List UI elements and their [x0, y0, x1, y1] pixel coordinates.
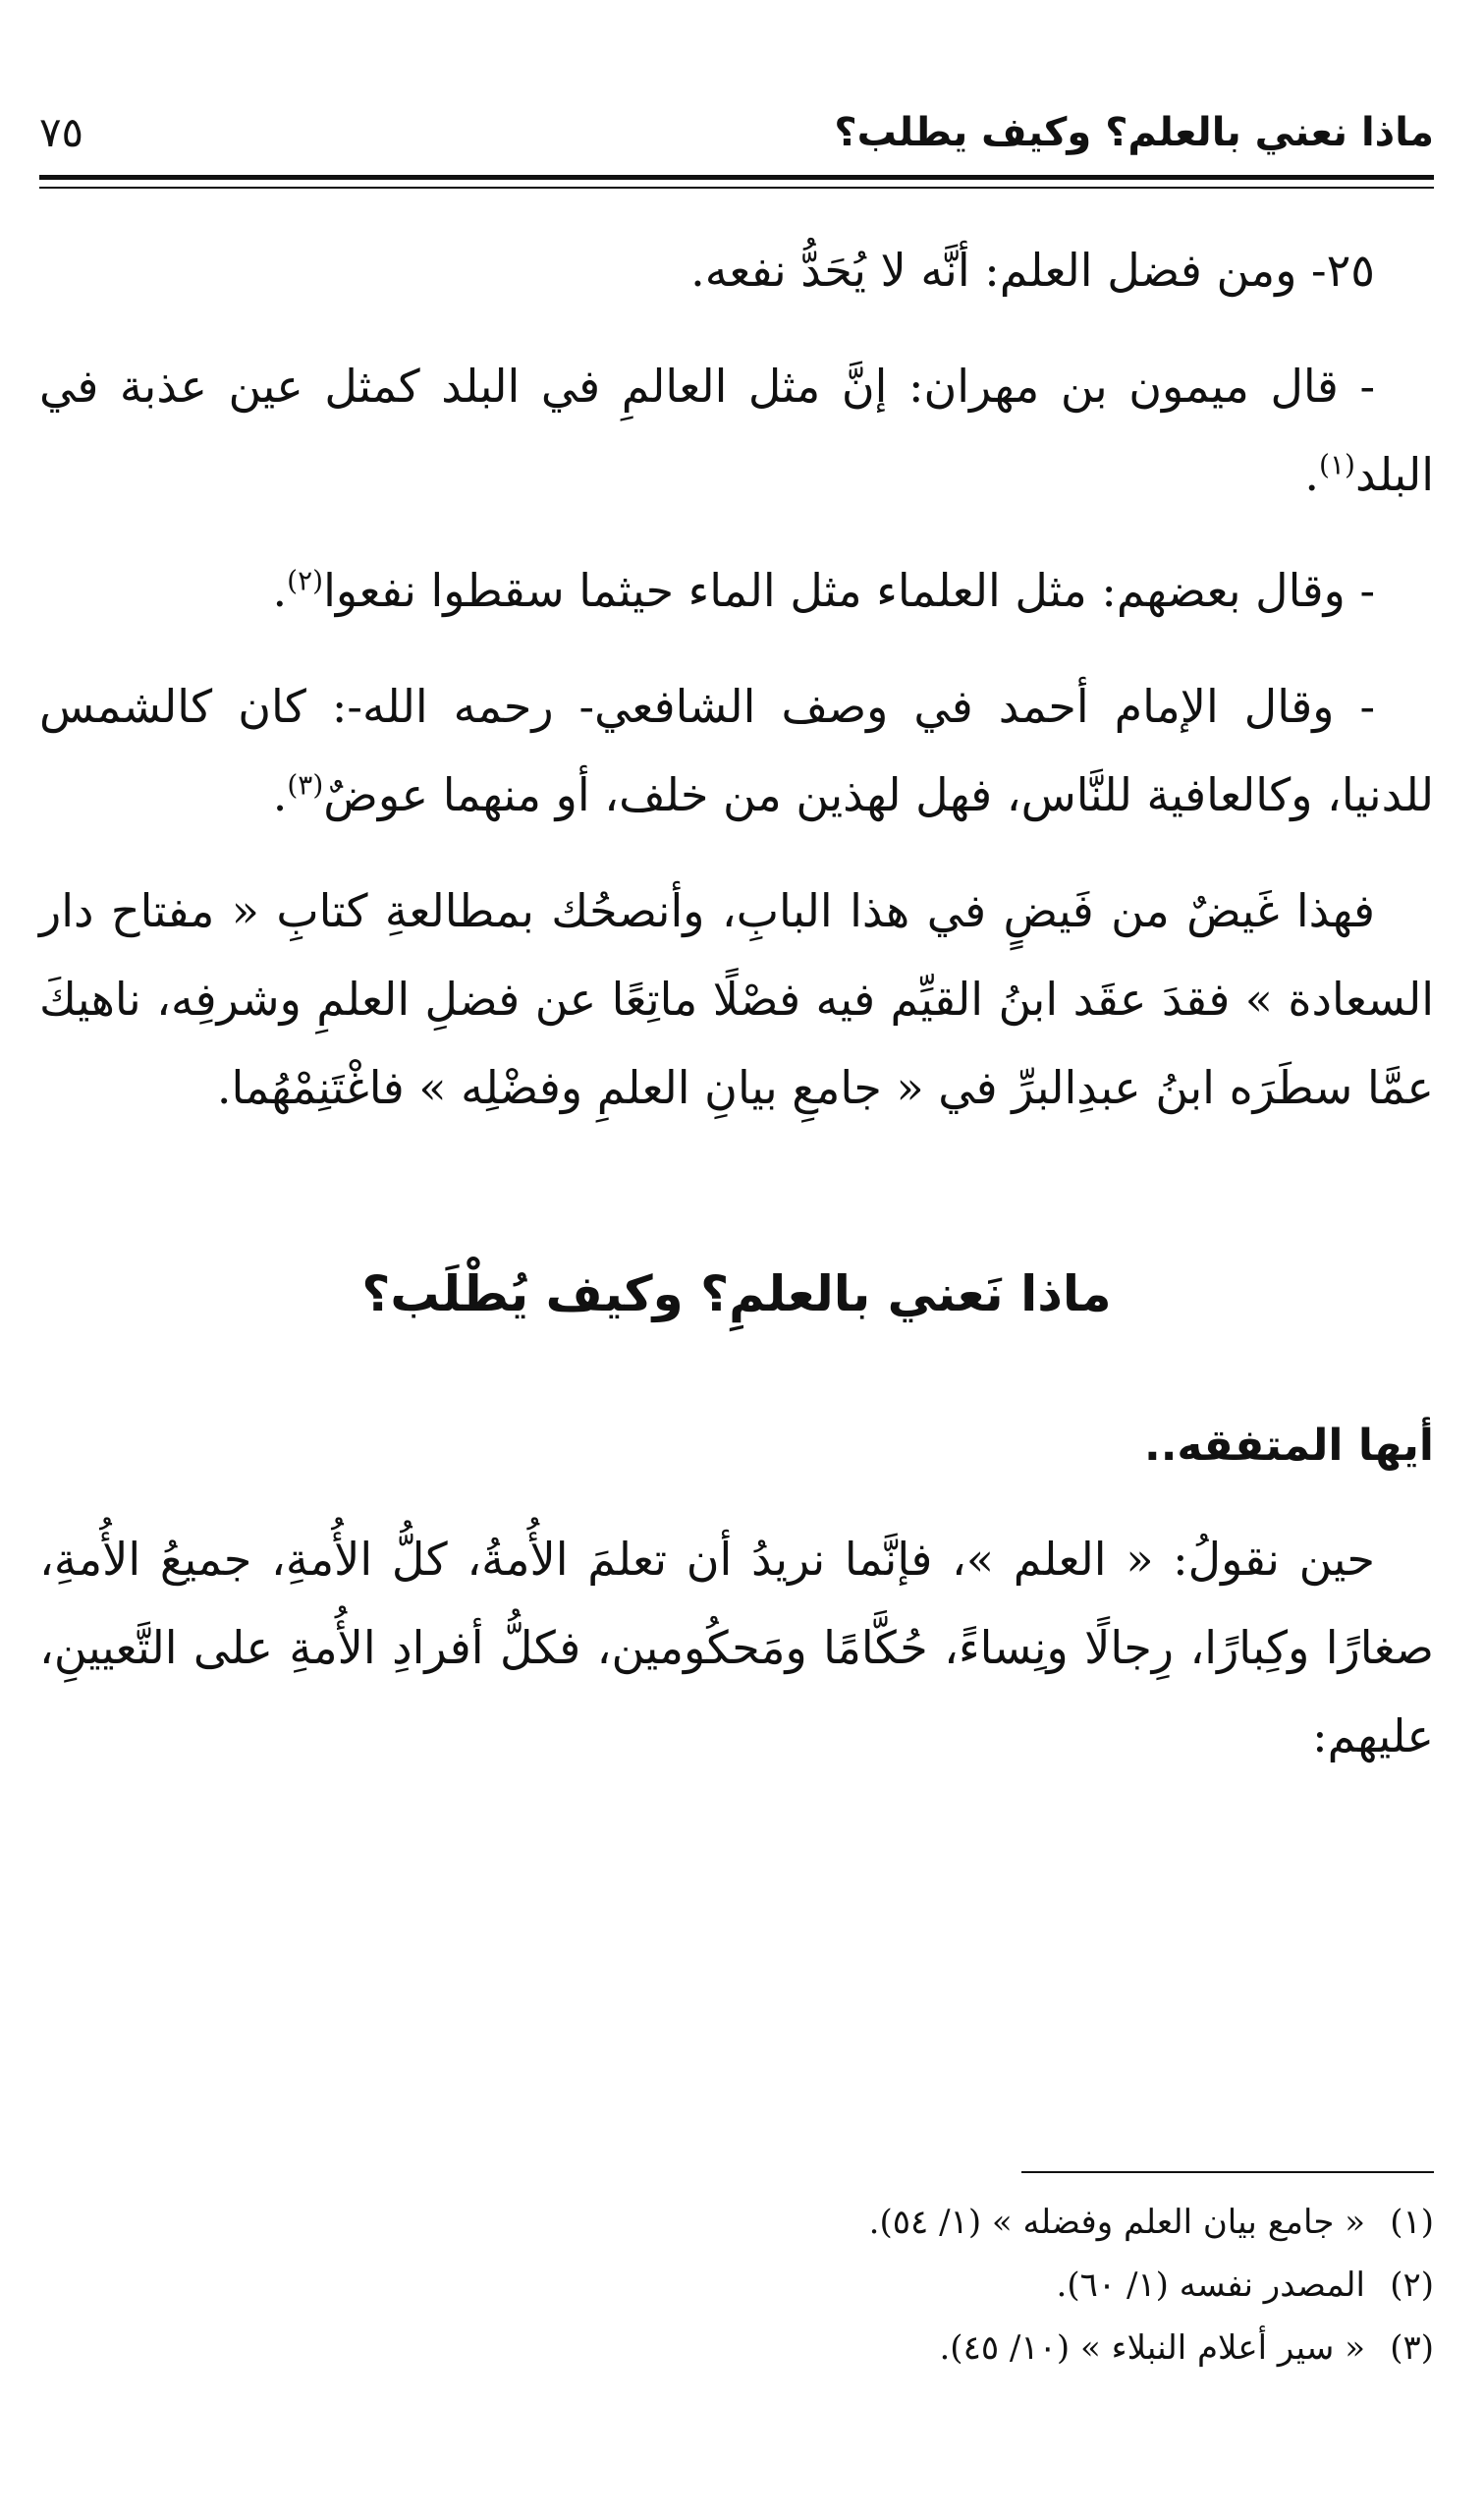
- footnote-2: (٢)المصدر نفسه (١/ ٦٠).: [1056, 2265, 1434, 2305]
- footnote-ref-3: (٣): [287, 768, 324, 802]
- section-heading: ماذا نَعني بالعلمِ؟ وكيف يُطْلَب؟: [361, 1265, 1112, 1322]
- footnote-3: (٣)« سير أعلام النبلاء » (١٠/ ٤٥).: [939, 2328, 1434, 2368]
- paragraph-5: فهذا غَيضٌ من فَيضٍ في هذا البابِ، وأنصحُك بمطالعةِ كتابِ « مفتاح دار السعادة » فقدَ عقَد ابنُ القيِّم فيه فصْلًا ماتِعًا عن فضلِ العلمِ وشرفِه، ناهيكَ عمَّا سطَرَه ابنُ عبدِالبرِّ في « جامعِ بيانِ العلمِ وفضْلِه » فاغْتَنِمْهُما.: [39, 884, 1434, 1114]
- footnote-rule: [1021, 2171, 1434, 2173]
- section-subheading: أيها المتفقه..: [1143, 1421, 1434, 1471]
- book-page: [39, 59, 1434, 2456]
- header-rule-thin: [39, 187, 1434, 189]
- footnote-ref-1: (١): [1319, 448, 1355, 481]
- running-header: [39, 98, 1434, 167]
- footnote-ref-2: (٢): [287, 564, 324, 597]
- page-number: ٧٥: [39, 108, 84, 156]
- running-title: ماذا نعني بالعلم؟ وكيف يطلب؟: [834, 110, 1434, 155]
- paragraph-3: - وقال بعضهم: مثل العلماء مثل الماء حيثما سقطوا نفعوا$^{(٢)}$.: [272, 564, 1375, 617]
- footnotes: [39, 2191, 1434, 2379]
- paragraph-1: ٢٥- ومن فضل العلم: أنَّه لا يُحَدُّ نفعه.: [690, 244, 1375, 297]
- footnote-1: (١)« جامع بيان العلم وفضله » (١/ ٥٤).: [868, 2203, 1434, 2242]
- paragraph-2: - قال ميمون بن مهران: إنَّ مثل العالمِ في البلد كمثل عين عذبة في البلد$^{(١)}$.: [39, 360, 1434, 501]
- body-text: [39, 226, 1434, 1808]
- section-paragraph: حين نقولُ: « العلم »، فإنَّما نريدُ أن تعلمَ الأُمةُ، كلُّ الأُمةِ، جميعُ الأُمةِ، صغارًا وكِبارًا، رِجالًا ونِساءً، حُكَّامًا ومَحكُومين، فكلُّ أفرادِ الأُمةِ على التَّعيينِ، عليهم:: [39, 1533, 1434, 1762]
- header-rule-thick: [39, 175, 1434, 180]
- paragraph-4: - وقال الإمام أحمد في وصف الشافعي- رحمه الله-: كان كالشمس للدنيا، وكالعافية للنَّاس، فهل لهذين من خلف، أو منهما عوضٌ$^{(٣)}$.: [39, 680, 1434, 821]
